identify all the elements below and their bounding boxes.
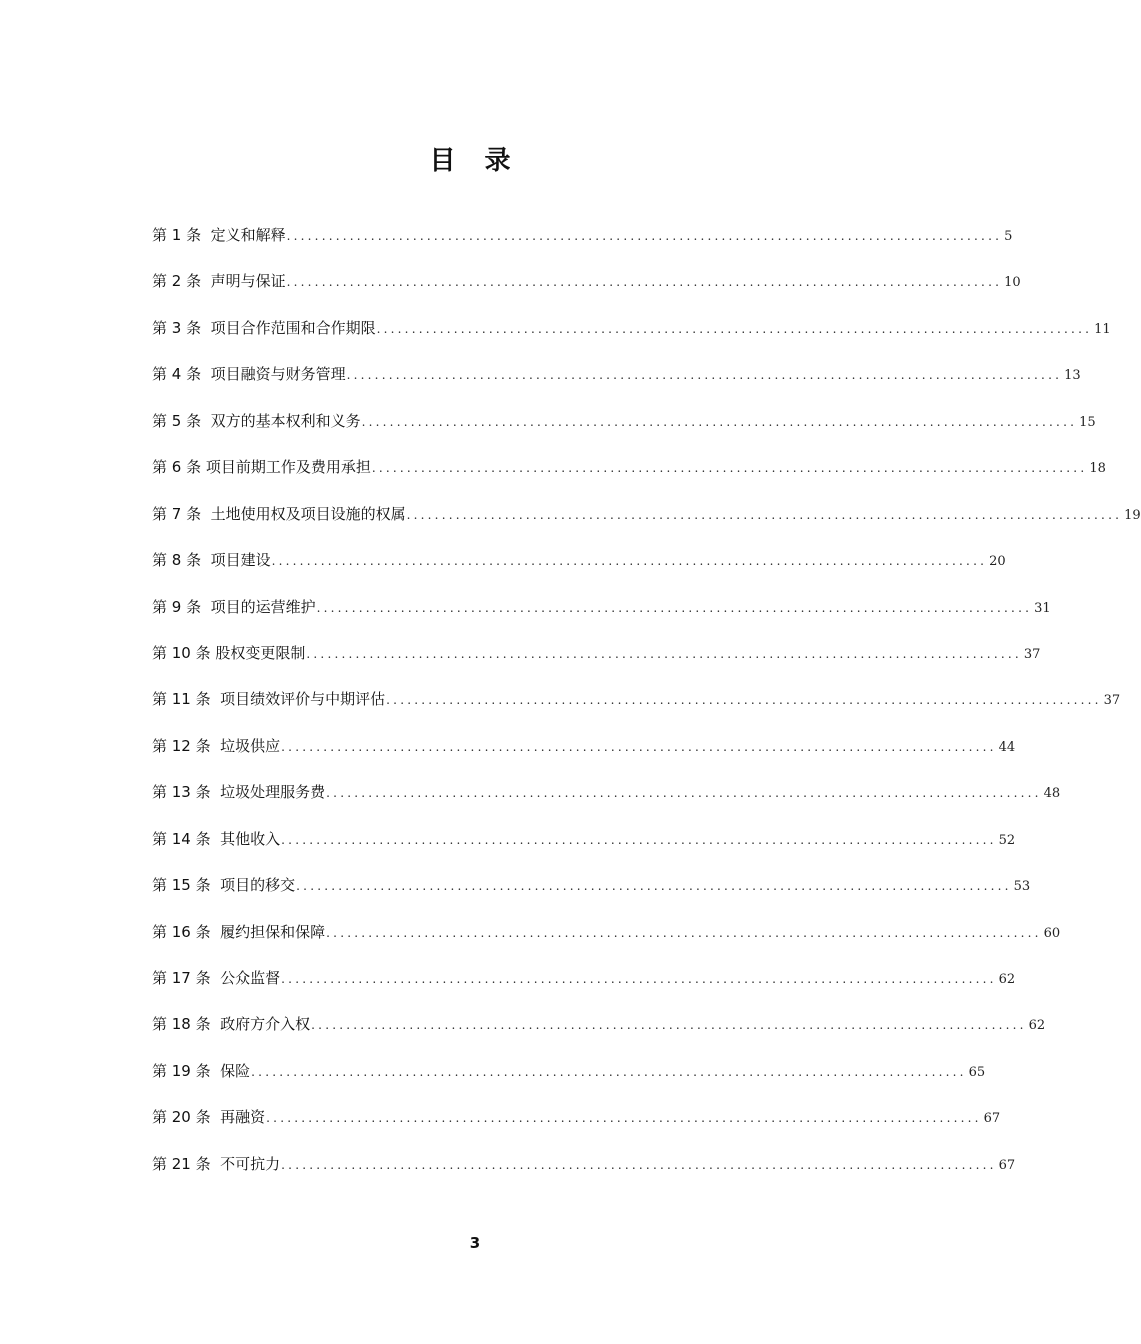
toc-dot-leader: ...................................................................................................... [281, 1157, 997, 1172]
toc-entry-label: 第 18 条 政府方介入权 [152, 1015, 311, 1034]
toc-entry-label: 第 10 条 股权变更限制 [152, 643, 306, 662]
toc-entry-label: 第 5 条 双方的基本权利和义务 [152, 411, 361, 430]
toc-entry-page: 19 [1124, 507, 1141, 523]
toc-entry[interactable] [152, 546, 1006, 592]
toc-entry-page: 60 [1043, 925, 1061, 941]
toc-entry-page: 48 [1043, 786, 1061, 802]
toc-entry[interactable] [152, 1057, 986, 1103]
toc-entry-page: 18 [1089, 461, 1106, 477]
toc-entry[interactable] [152, 221, 1013, 267]
toc-entry-label: 第 21 条 不可抗力 [152, 1154, 281, 1173]
toc-entry-page: 11 [1094, 321, 1111, 337]
toc-dot-leader: ...................................................................................................... [326, 925, 1042, 940]
toc-dot-leader: ...................................................................................................... [266, 1111, 982, 1126]
page-number: 3 [469, 1234, 481, 1252]
toc-dot-leader: ...................................................................................................... [286, 229, 1003, 243]
toc-entry-page: 37 [1023, 646, 1041, 662]
toc-entry-label: 第 7 条 土地使用权及项目设施的权属 [152, 504, 406, 523]
toc-entry-label: 第 16 条 履约担保和保障 [152, 922, 326, 941]
toc-entry-page: 67 [983, 1111, 1001, 1127]
toc-dot-leader: ...................................................................................................... [281, 832, 997, 847]
toc-entry-page: 67 [998, 1157, 1016, 1173]
toc-entry[interactable] [152, 871, 1031, 917]
toc-entry[interactable] [152, 639, 1041, 685]
toc-entry-label: 第 20 条 再融资 [152, 1108, 266, 1127]
toc-entry[interactable] [152, 1010, 1046, 1056]
toc-dot-leader: ...................................................................................................... [376, 321, 1093, 336]
toc-entry-label: 第 8 条 项目建设 [152, 551, 271, 570]
toc-entry-page: 15 [1079, 414, 1096, 430]
toc-dot-leader: ...................................................................................................... [306, 646, 1022, 661]
toc-dot-leader: ...................................................................................................... [371, 461, 1088, 476]
toc-entry[interactable] [152, 1150, 1016, 1196]
toc-entry-label: 第 19 条 保险 [152, 1061, 251, 1080]
toc-dot-leader: ...................................................................................................... [281, 972, 997, 986]
toc-dot-leader: ...................................................................................................... [386, 693, 1102, 708]
toc-entry-label: 第 13 条 垃圾处理服务费 [152, 783, 326, 802]
toc-entry-page: 62 [998, 972, 1016, 987]
toc-entry-page: 62 [1028, 1018, 1046, 1034]
toc-entry[interactable] [152, 918, 1061, 964]
toc-entry[interactable] [152, 732, 1016, 778]
toc-dot-leader: ...................................................................................................... [326, 786, 1042, 801]
toc-entry-page: 52 [998, 832, 1016, 848]
toc-entry[interactable] [152, 500, 1141, 546]
toc-entry-label: 第 14 条 其他收入 [152, 829, 281, 848]
toc-entry-label: 第 11 条 项目绩效评价与中期评估 [152, 690, 386, 709]
table-of-contents [152, 221, 1141, 1196]
toc-entry-label: 第 9 条 项目的运营维护 [152, 597, 316, 616]
toc-entry-label: 第 15 条 项目的移交 [152, 876, 296, 895]
toc-entry[interactable] [152, 407, 1096, 453]
toc-entry-label: 第 3 条 项目合作范围和合作期限 [152, 318, 376, 337]
toc-dot-leader: ...................................................................................................... [311, 1018, 1027, 1033]
toc-entry[interactable] [152, 593, 1051, 639]
toc-entry-label: 第 2 条 声明与保证 [152, 272, 286, 291]
toc-entry-label: 第 17 条 公众监督 [152, 969, 281, 987]
toc-entry-label: 第 6 条 项目前期工作及费用承担 [152, 458, 371, 477]
toc-dot-leader: ...................................................................................................... [296, 879, 1012, 894]
toc-entry-page: 13 [1064, 368, 1081, 384]
toc-entry-page: 20 [989, 554, 1006, 570]
toc-entry-label: 第 12 条 垃圾供应 [152, 736, 281, 755]
toc-entry[interactable] [152, 314, 1111, 360]
page-title: 目 录 [429, 146, 521, 176]
toc-entry-label: 第 4 条 项目融资与财务管理 [152, 365, 346, 384]
toc-entry[interactable] [152, 825, 1016, 871]
toc-dot-leader: ...................................................................................................... [361, 414, 1078, 429]
toc-entry[interactable] [152, 778, 1061, 824]
toc-dot-leader: ...................................................................................................... [251, 1064, 967, 1079]
toc-entry-page: 10 [1004, 275, 1021, 291]
toc-entry[interactable] [152, 360, 1081, 406]
toc-dot-leader: ...................................................................................................... [406, 507, 1123, 522]
toc-entry-page: 53 [1013, 879, 1031, 895]
toc-entry[interactable] [152, 964, 1016, 1010]
toc-entry-page: 5 [1004, 229, 1013, 244]
toc-dot-leader: ...................................................................................................... [271, 554, 988, 569]
toc-entry[interactable] [152, 1103, 1001, 1149]
toc-entry-page: 65 [968, 1064, 986, 1080]
toc-entry[interactable] [152, 685, 1121, 731]
toc-entry-page: 44 [998, 739, 1016, 755]
toc-entry[interactable] [152, 453, 1106, 499]
toc-dot-leader: ...................................................................................................... [281, 739, 997, 754]
toc-dot-leader: ...................................................................................................... [346, 368, 1063, 383]
toc-entry-label: 第 1 条 定义和解释 [152, 226, 286, 244]
toc-dot-leader: ...................................................................................................... [286, 275, 1003, 290]
toc-dot-leader: ...................................................................................................... [316, 600, 1033, 615]
toc-entry-page: 31 [1034, 600, 1051, 616]
toc-entry-page: 37 [1103, 693, 1121, 709]
toc-entry[interactable] [152, 267, 1021, 313]
